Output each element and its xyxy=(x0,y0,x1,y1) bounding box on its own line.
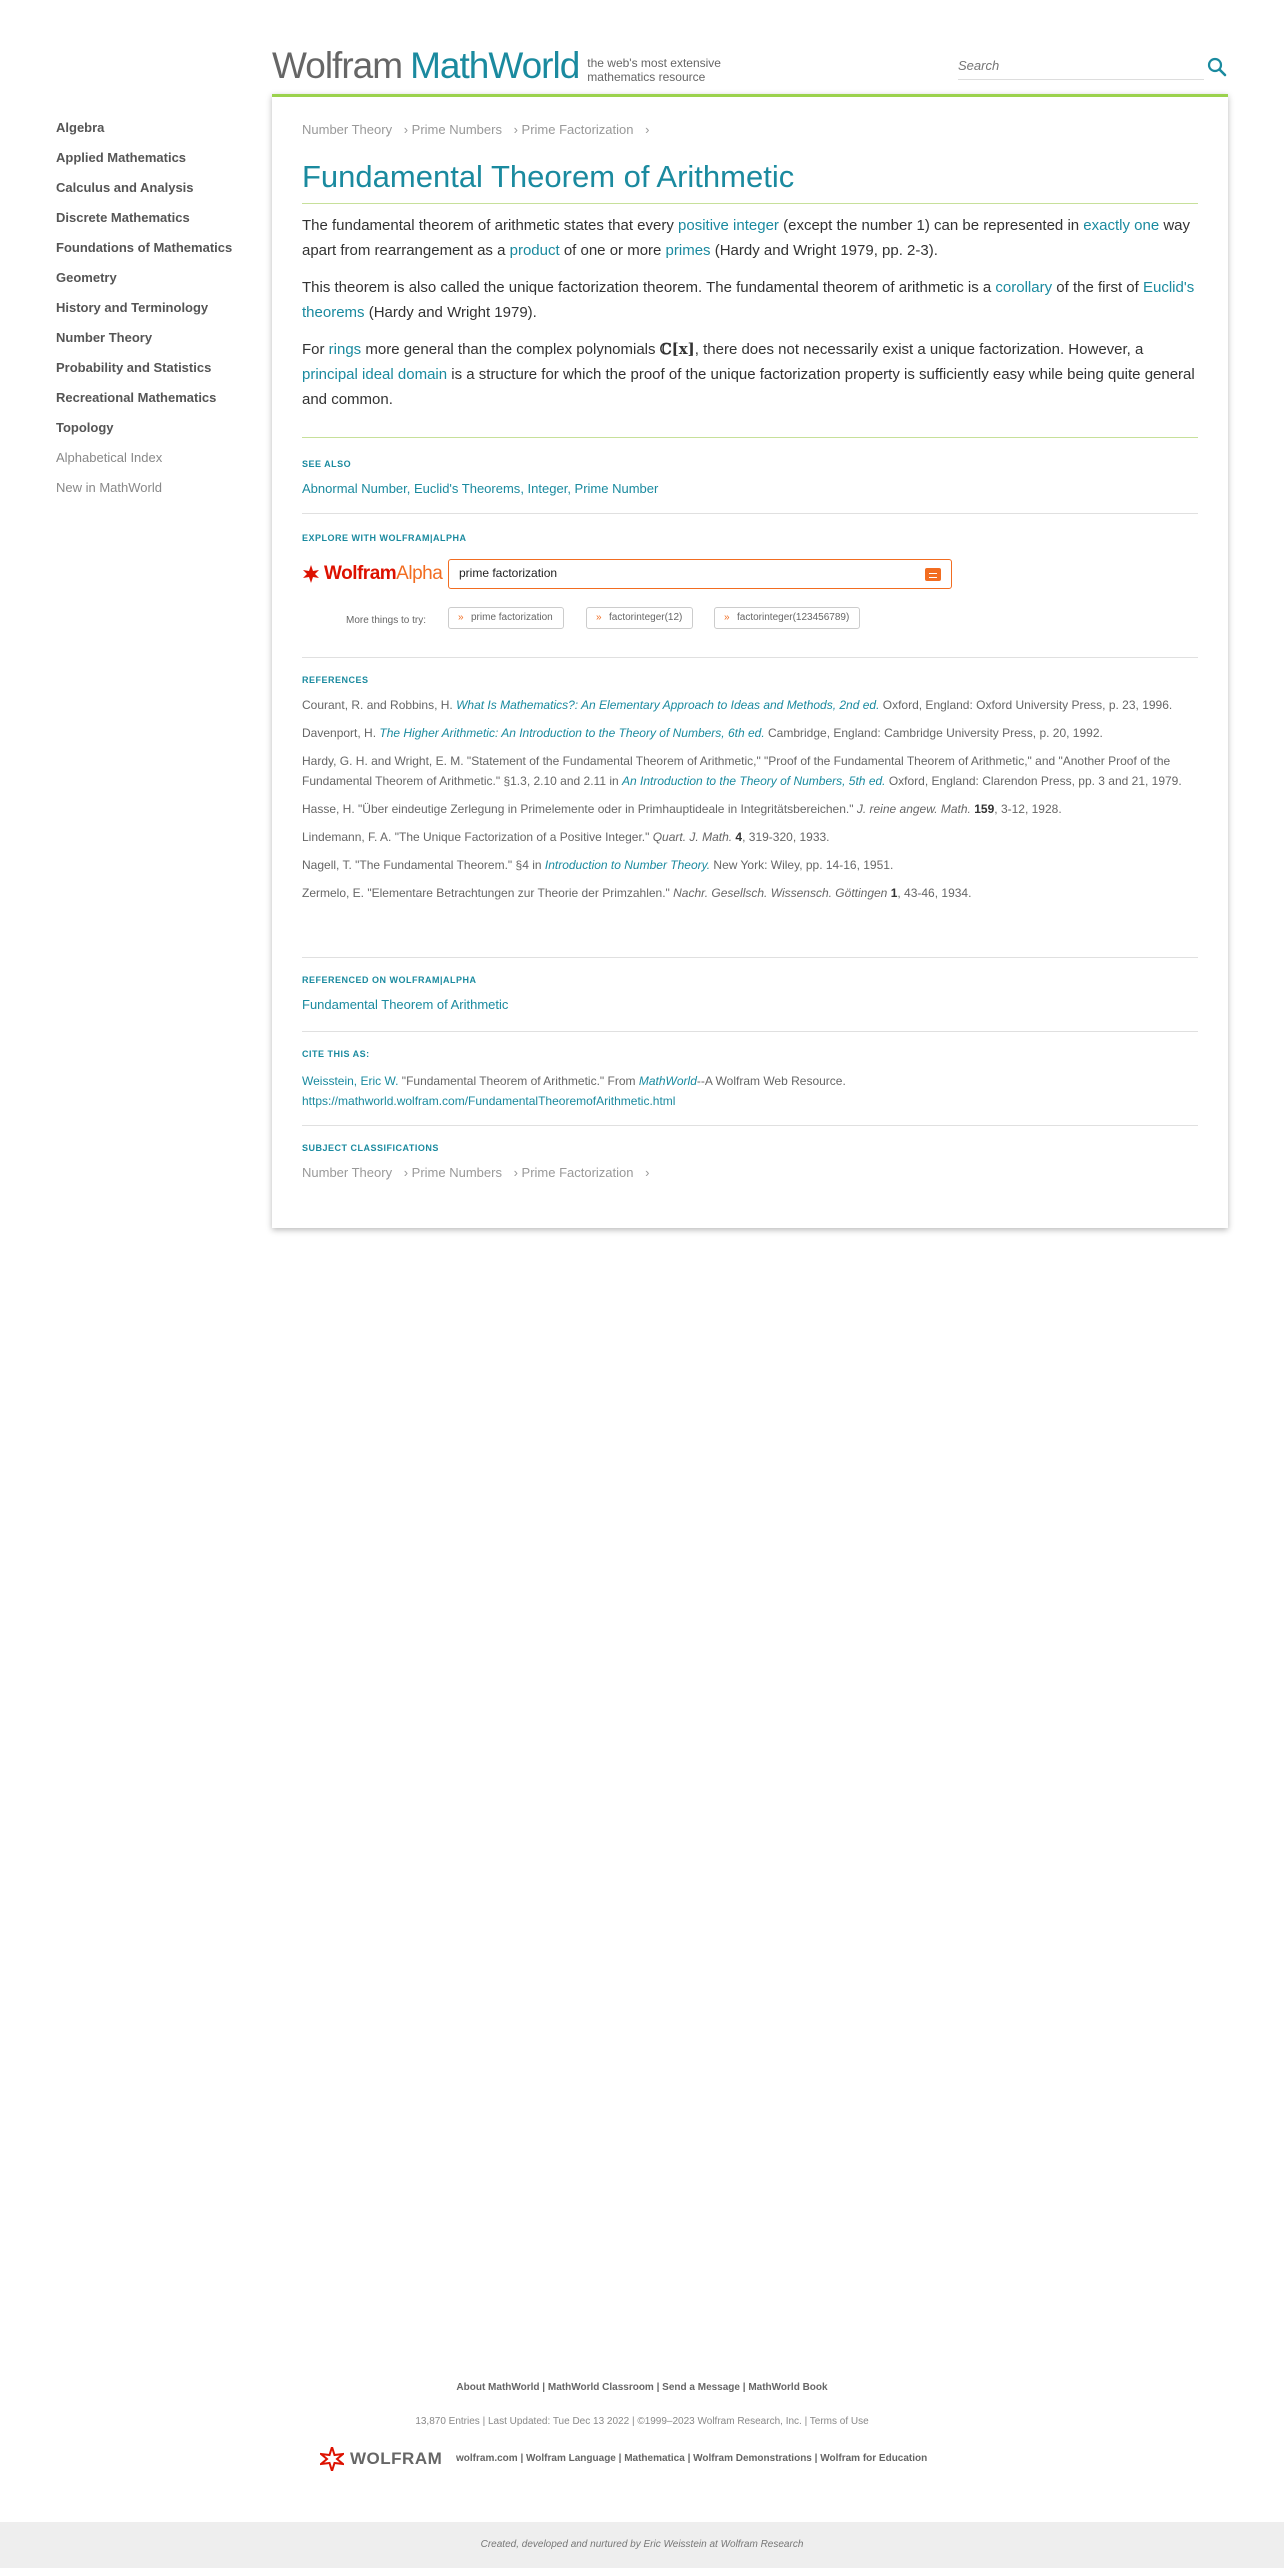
try-chip-factorinteger-12[interactable]: » factorinteger(12) xyxy=(586,607,693,629)
separator: , xyxy=(567,481,575,496)
sidebar-nav xyxy=(56,118,256,508)
breadcrumb-prime-numbers[interactable]: › Prime Numbers xyxy=(403,122,502,137)
math-complex-polynomials: ℂ[x] xyxy=(659,340,695,358)
paragraph-1 xyxy=(302,213,1198,263)
sidebar-item-foundations-of-mathematics[interactable]: Foundations of Mathematics xyxy=(56,240,233,255)
see-also-abnormal-number[interactable]: Abnormal Number xyxy=(302,481,407,496)
ref-text: , 3-12, 1928. xyxy=(994,802,1062,816)
ref-book-link[interactable]: An Introduction to the Theory of Numbers, 5th ed. xyxy=(622,774,886,788)
breadcrumb-prime-factorization[interactable]: › Prime Factorization xyxy=(513,122,634,137)
link-euclids-theorems[interactable]: Euclid's theorems xyxy=(302,279,1195,321)
sidebar-item-recreational-mathematics[interactable]: Recreational Mathematics xyxy=(56,390,217,405)
text: more general than the complex polynomials xyxy=(361,341,660,358)
ref-journal: Quart. J. Math. xyxy=(652,830,733,844)
ref-text: Hardy, G. H. and Wright, E. M. "Statement of the Fundamental Theorem of Arithmetic," "Proof of the Fundamental Theorem of Arithmetic," and "Another Proof of the Fundamental Theorem of Arithmetic." §1.3, 2.10 and 2.11 in xyxy=(302,754,1171,788)
divider xyxy=(302,437,1198,438)
search-box xyxy=(958,52,1228,84)
ref-volume: 159 xyxy=(974,802,995,816)
divider xyxy=(302,957,1198,958)
text: This theorem is also called the unique factorization theorem. The fundamental theorem of arithmetic is a xyxy=(302,279,996,296)
reference-item xyxy=(302,799,1198,819)
footer-sites[interactable]: wolfram.com | Wolfram Language | Mathematica | Wolfram Demonstrations | Wolfram for Education xyxy=(456,2453,928,2464)
mathworld-logo[interactable] xyxy=(272,46,727,86)
credit-text: Created, developed and nurtured by Eric Weisstein at Wolfram Research xyxy=(480,2539,804,2550)
sidebar-item-alphabetical-index[interactable]: Alphabetical Index xyxy=(56,450,163,465)
wa-logo-wolfram: Wolfram xyxy=(324,563,397,584)
sidebar-item-calculus-and-analysis[interactable]: Calculus and Analysis xyxy=(56,180,194,195)
subject-number-theory[interactable]: Number Theory xyxy=(302,1165,393,1180)
footer-info: 13,870 Entries | Last Updated: Tue Dec 13 2022 | ©1999–2023 Wolfram Research, Inc. | Terms of Use xyxy=(415,2416,869,2427)
ref-journal: Nachr. Gesellsch. Wissensch. Göttingen xyxy=(673,886,888,900)
logo-wolfram-text: Wolfram xyxy=(272,45,403,86)
citation xyxy=(302,1071,1198,1111)
ref-text: Courant, R. and Robbins, H. xyxy=(302,698,457,712)
text: of one or more xyxy=(559,242,666,259)
wa-query-input[interactable] xyxy=(459,566,899,580)
wolfram-spikey-icon xyxy=(302,565,320,583)
text: The fundamental theorem of arithmetic states that every xyxy=(302,217,679,234)
ref-volume: 4 xyxy=(735,830,743,844)
subject-classifications xyxy=(302,1165,657,1180)
try-chip-prime-factorization[interactable]: » prime factorization xyxy=(448,607,564,629)
ref-text: Hasse, H. "Über eindeutige Zerlegung in Primelemente oder in Primhauptideale in Integritätsbereichen." xyxy=(302,802,857,816)
logo-mathworld-text: MathWorld xyxy=(410,45,580,86)
ref-journal: J. reine angew. Math. xyxy=(856,802,971,816)
wa-logo-alpha: Alpha xyxy=(396,563,443,584)
cite-source-link[interactable]: MathWorld xyxy=(638,1074,697,1088)
link-product[interactable]: product xyxy=(509,242,560,259)
text: way apart from rearrangement as a xyxy=(302,217,1191,259)
see-also-euclids-theorems[interactable]: Euclid's Theorems xyxy=(414,481,521,496)
link-rings[interactable]: rings xyxy=(328,341,362,358)
reference-item xyxy=(302,723,1198,743)
ref-text: , 319-320, 1933. xyxy=(742,830,830,844)
footer-wolfram-logo[interactable] xyxy=(320,2447,442,2471)
ref-volume: 1 xyxy=(890,886,898,900)
subject-heading: SUBJECT CLASSIFICATIONS xyxy=(302,1143,439,1153)
references-heading: REFERENCES xyxy=(302,675,369,685)
sidebar-item-history-and-terminology[interactable]: History and Terminology xyxy=(56,300,209,315)
see-also-heading: SEE ALSO xyxy=(302,459,352,469)
divider xyxy=(302,1125,1198,1126)
ref-text: Davenport, H. xyxy=(302,726,380,740)
divider xyxy=(302,657,1198,658)
ref-text: New York: Wiley, pp. 14-16, 1951. xyxy=(710,858,894,872)
text: is a structure for which the proof of the unique factorization property is sufficiently easy while being quite general and common. xyxy=(302,366,1195,408)
footer-wolfram-word: WOLFRAM xyxy=(350,2449,443,2468)
logo-tagline xyxy=(587,56,727,84)
search-input[interactable] xyxy=(958,52,1204,80)
sidebar-item-topology[interactable]: Topology xyxy=(56,420,114,435)
breadcrumb xyxy=(302,122,657,137)
breadcrumb-number-theory[interactable]: Number Theory xyxy=(302,122,393,137)
sidebar-item-algebra[interactable]: Algebra xyxy=(56,120,105,135)
wa-submit-icon[interactable] xyxy=(925,568,941,581)
page-title: Fundamental Theorem of Arithmetic xyxy=(302,157,1198,204)
footer-links[interactable]: About MathWorld | MathWorld Classroom | Send a Message | MathWorld Book xyxy=(456,2382,828,2393)
more-things-label: More things to try: xyxy=(346,615,427,626)
sidebar-item-new-in-mathworld[interactable]: New in MathWorld xyxy=(56,480,162,495)
text: (Hardy and Wright 1979, pp. 2-3). xyxy=(710,242,938,259)
subject-prime-factorization[interactable]: › Prime Factorization xyxy=(513,1165,634,1180)
sidebar-item-discrete-mathematics[interactable]: Discrete Mathematics xyxy=(56,210,190,225)
tagline-line-2: mathematics resource xyxy=(587,70,706,84)
divider xyxy=(302,1031,1198,1032)
try-chip-factorinteger-123456789[interactable]: » factorinteger(123456789) xyxy=(714,607,860,629)
explore-heading: EXPLORE WITH WOLFRAM|ALPHA xyxy=(302,533,467,543)
wolfram-alpha-search xyxy=(448,559,952,589)
link-primes[interactable]: primes xyxy=(665,242,711,259)
reference-item xyxy=(302,695,1198,715)
separator: , xyxy=(406,481,415,496)
ref-text: Zermelo, E. "Elementare Betrachtungen zur Theorie der Primzahlen." xyxy=(302,886,674,900)
cite-author-link[interactable]: Weisstein, Eric W. xyxy=(302,1074,399,1088)
ref-book-link[interactable]: What Is Mathematics?: An Elementary Approach to Ideas and Methods, 2nd ed. xyxy=(456,698,880,712)
cite-text: "Fundamental Theorem of Arithmetic." From xyxy=(398,1074,639,1088)
ref-text: , 43-46, 1934. xyxy=(897,886,972,900)
text: (Hardy and Wright 1979). xyxy=(364,304,537,321)
wolfram-spikey-icon xyxy=(320,2447,344,2471)
ref-text: Oxford, England: Clarendon Press, pp. 3 and 21, 1979. xyxy=(885,774,1182,788)
tagline-line-1: the web's most extensive xyxy=(587,56,721,70)
wolfram-alpha-logo[interactable] xyxy=(302,563,442,585)
text: For xyxy=(302,341,329,358)
cite-url-link[interactable]: https://mathworld.wolfram.com/FundamentalTheoremofArithmetic.html xyxy=(302,1094,676,1108)
search-icon[interactable] xyxy=(1206,56,1228,78)
main-content-panel xyxy=(272,94,1228,1228)
references-list xyxy=(302,695,1198,911)
ref-text: Nagell, T. "The Fundamental Theorem." §4 in xyxy=(302,858,545,872)
text: of the first of xyxy=(1052,279,1143,296)
breadcrumb-chevron: › xyxy=(645,122,650,137)
cite-text: --A Wolfram Web Resource. xyxy=(696,1074,846,1088)
separator: , xyxy=(520,481,528,496)
ref-text: Cambridge, England: Cambridge University Press, p. 20, 1992. xyxy=(764,726,1103,740)
sidebar-item-number-theory[interactable]: Number Theory xyxy=(56,330,153,345)
paragraph-3 xyxy=(302,337,1198,412)
sidebar-item-geometry[interactable]: Geometry xyxy=(56,270,117,285)
sidebar-item-probability-and-statistics[interactable]: Probability and Statistics xyxy=(56,360,212,375)
reference-item xyxy=(302,751,1198,791)
bottom-credit-bar xyxy=(0,2522,1284,2568)
referenced-on-heading: REFERENCED ON WOLFRAM|ALPHA xyxy=(302,975,477,985)
link-positive-integer[interactable]: positive integer xyxy=(678,217,779,234)
divider xyxy=(302,513,1198,514)
text: (except the number 1) can be represented in xyxy=(778,217,1084,234)
subject-prime-numbers[interactable]: › Prime Numbers xyxy=(403,1165,502,1180)
reference-item xyxy=(302,855,1198,875)
see-also-integer[interactable]: Integer xyxy=(527,481,568,496)
ref-book-link[interactable]: Introduction to Number Theory. xyxy=(544,858,711,872)
text: , there does not necessarily exist a unique factorization. However, a xyxy=(694,341,1144,358)
ref-book-link[interactable]: The Higher Arithmetic: An Introduction to the Theory of Numbers, 6th ed. xyxy=(379,726,765,740)
ref-text: Lindemann, F. A. "The Unique Factorization of a Positive Integer." xyxy=(302,830,653,844)
link-exactly-one[interactable]: exactly one xyxy=(1083,217,1160,234)
sidebar-item-applied-mathematics[interactable]: Applied Mathematics xyxy=(56,150,187,165)
see-also-prime-number[interactable]: Prime Number xyxy=(574,481,659,496)
link-corollary[interactable]: corollary xyxy=(995,279,1053,296)
see-also-links xyxy=(302,481,658,496)
site-header xyxy=(272,44,1228,94)
cite-heading: CITE THIS AS: xyxy=(302,1049,370,1059)
reference-item xyxy=(302,827,1198,847)
ref-text: Oxford, England: Oxford University Press, p. 23, 1996. xyxy=(879,698,1173,712)
link-principal-ideal-domain[interactable]: principal ideal domain xyxy=(302,366,448,383)
paragraph-2 xyxy=(302,275,1198,325)
reference-item xyxy=(302,883,1198,903)
referenced-on-link[interactable]: Fundamental Theorem of Arithmetic xyxy=(302,997,509,1012)
subject-chevron: › xyxy=(645,1165,650,1180)
